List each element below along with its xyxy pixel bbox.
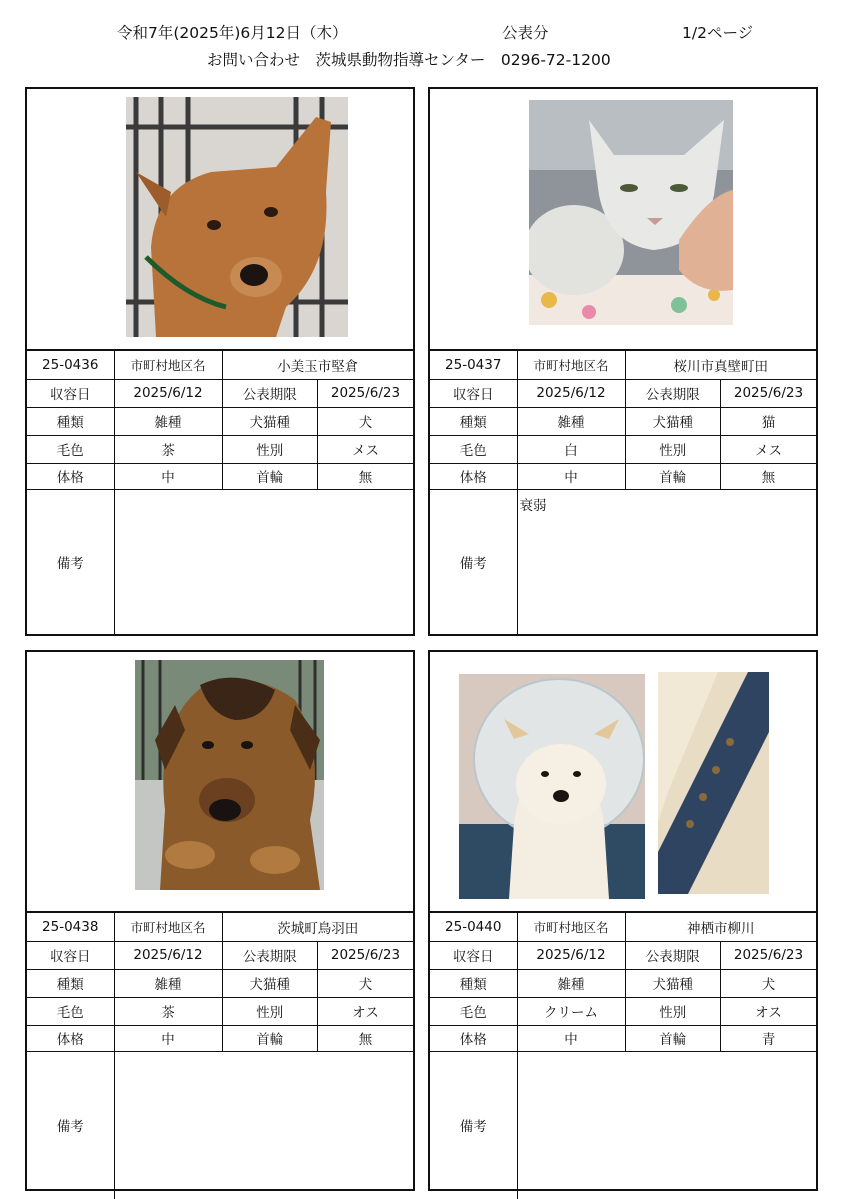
publish-until-value: 2025/6/23 <box>318 941 414 969</box>
collar-value: 青 <box>721 1025 817 1051</box>
animal-card <box>428 87 818 636</box>
color-label: 毛色 <box>430 435 517 463</box>
kind-label: 種類 <box>27 969 114 997</box>
location-value: 神栖市柳川 <box>625 913 816 941</box>
remarks-label: 備考 <box>430 489 517 635</box>
size-value: 中 <box>114 1025 222 1051</box>
header-date: 令和7年(2025年)6月12日（木） <box>117 24 348 42</box>
species-value: 犬 <box>318 407 414 435</box>
kind-value: 雑種 <box>517 407 625 435</box>
header-page-number: 1/2ページ <box>682 24 754 42</box>
animal-info-table <box>430 351 816 635</box>
color-label: 毛色 <box>430 997 517 1025</box>
remarks-label: 備考 <box>27 1051 114 1199</box>
sex-value: メス <box>318 435 414 463</box>
size-value: 中 <box>517 1025 625 1051</box>
species-value: 犬 <box>721 969 817 997</box>
animal-photo <box>126 97 348 337</box>
location-value: 茨城町鳥羽田 <box>222 913 413 941</box>
collar-label: 首輪 <box>222 1025 318 1051</box>
remarks-value <box>114 489 413 635</box>
species-label: 犬猫種 <box>222 407 318 435</box>
photo-area <box>430 89 816 351</box>
intake-date-label: 収容日 <box>27 941 114 969</box>
location-label: 市町村地区名 <box>114 913 222 941</box>
photo-area <box>27 89 413 351</box>
kind-value: 雑種 <box>114 407 222 435</box>
animal-card <box>428 650 818 1191</box>
kind-label: 種類 <box>27 407 114 435</box>
species-label: 犬猫種 <box>222 969 318 997</box>
intake-date-label: 収容日 <box>430 379 517 407</box>
sex-label: 性別 <box>625 997 721 1025</box>
header-contact: お問い合わせ 茨城県動物指導センター 0296-72-1200 <box>207 51 611 69</box>
sex-label: 性別 <box>222 435 318 463</box>
remarks-label: 備考 <box>430 1051 517 1199</box>
kind-value: 雑種 <box>517 969 625 997</box>
intake-date-value: 2025/6/12 <box>114 379 222 407</box>
sex-value: オス <box>318 997 414 1025</box>
animal-card <box>25 650 415 1191</box>
animal-photo <box>459 674 645 899</box>
animal-photo <box>529 100 733 325</box>
animal-info-table <box>27 913 413 1199</box>
remarks-value <box>114 1051 413 1199</box>
photo-area <box>27 652 413 913</box>
location-label: 市町村地区名 <box>517 351 625 379</box>
publish-until-label: 公表期限 <box>625 379 721 407</box>
color-label: 毛色 <box>27 435 114 463</box>
publish-until-label: 公表期限 <box>625 941 721 969</box>
color-value: クリーム <box>517 997 625 1025</box>
publish-until-label: 公表期限 <box>222 941 318 969</box>
publish-until-value: 2025/6/23 <box>721 941 817 969</box>
species-value: 猫 <box>721 407 817 435</box>
collar-label: 首輪 <box>625 1025 721 1051</box>
animal-card <box>25 87 415 636</box>
collar-value: 無 <box>318 463 414 489</box>
remarks-label: 備考 <box>27 489 114 635</box>
collar-label: 首輪 <box>625 463 721 489</box>
remarks-value: 衰弱 <box>517 489 816 635</box>
color-label: 毛色 <box>27 997 114 1025</box>
kind-value: 雑種 <box>114 969 222 997</box>
color-value: 茶 <box>114 997 222 1025</box>
sex-value: メス <box>721 435 817 463</box>
color-value: 茶 <box>114 435 222 463</box>
animal-id: 25-0437 <box>430 351 517 379</box>
species-label: 犬猫種 <box>625 969 721 997</box>
size-label: 体格 <box>27 1025 114 1051</box>
photo-area <box>430 652 816 913</box>
intake-date-value: 2025/6/12 <box>517 941 625 969</box>
location-value: 桜川市真壁町田 <box>625 351 816 379</box>
sex-value: オス <box>721 997 817 1025</box>
size-label: 体格 <box>430 1025 517 1051</box>
location-label: 市町村地区名 <box>114 351 222 379</box>
animal-photo <box>135 660 324 890</box>
publish-until-label: 公表期限 <box>222 379 318 407</box>
publish-until-value: 2025/6/23 <box>318 379 414 407</box>
size-value: 中 <box>114 463 222 489</box>
sex-label: 性別 <box>222 997 318 1025</box>
collar-photo <box>658 672 769 894</box>
color-value: 白 <box>517 435 625 463</box>
species-label: 犬猫種 <box>625 407 721 435</box>
collar-value: 無 <box>721 463 817 489</box>
intake-date-value: 2025/6/12 <box>517 379 625 407</box>
publish-until-value: 2025/6/23 <box>721 379 817 407</box>
location-label: 市町村地区名 <box>517 913 625 941</box>
species-value: 犬 <box>318 969 414 997</box>
collar-label: 首輪 <box>222 463 318 489</box>
size-label: 体格 <box>430 463 517 489</box>
animal-id: 25-0436 <box>27 351 114 379</box>
intake-date-value: 2025/6/12 <box>114 941 222 969</box>
animal-info-table <box>430 913 816 1199</box>
kind-label: 種類 <box>430 407 517 435</box>
size-label: 体格 <box>27 463 114 489</box>
animal-info-table <box>27 351 413 635</box>
header-notice-type: 公表分 <box>502 24 549 42</box>
kind-label: 種類 <box>430 969 517 997</box>
sex-label: 性別 <box>625 435 721 463</box>
remarks-value <box>517 1051 816 1199</box>
intake-date-label: 収容日 <box>430 941 517 969</box>
size-value: 中 <box>517 463 625 489</box>
collar-value: 無 <box>318 1025 414 1051</box>
location-value: 小美玉市堅倉 <box>222 351 413 379</box>
animal-id: 25-0438 <box>27 913 114 941</box>
intake-date-label: 収容日 <box>27 379 114 407</box>
animal-id: 25-0440 <box>430 913 517 941</box>
